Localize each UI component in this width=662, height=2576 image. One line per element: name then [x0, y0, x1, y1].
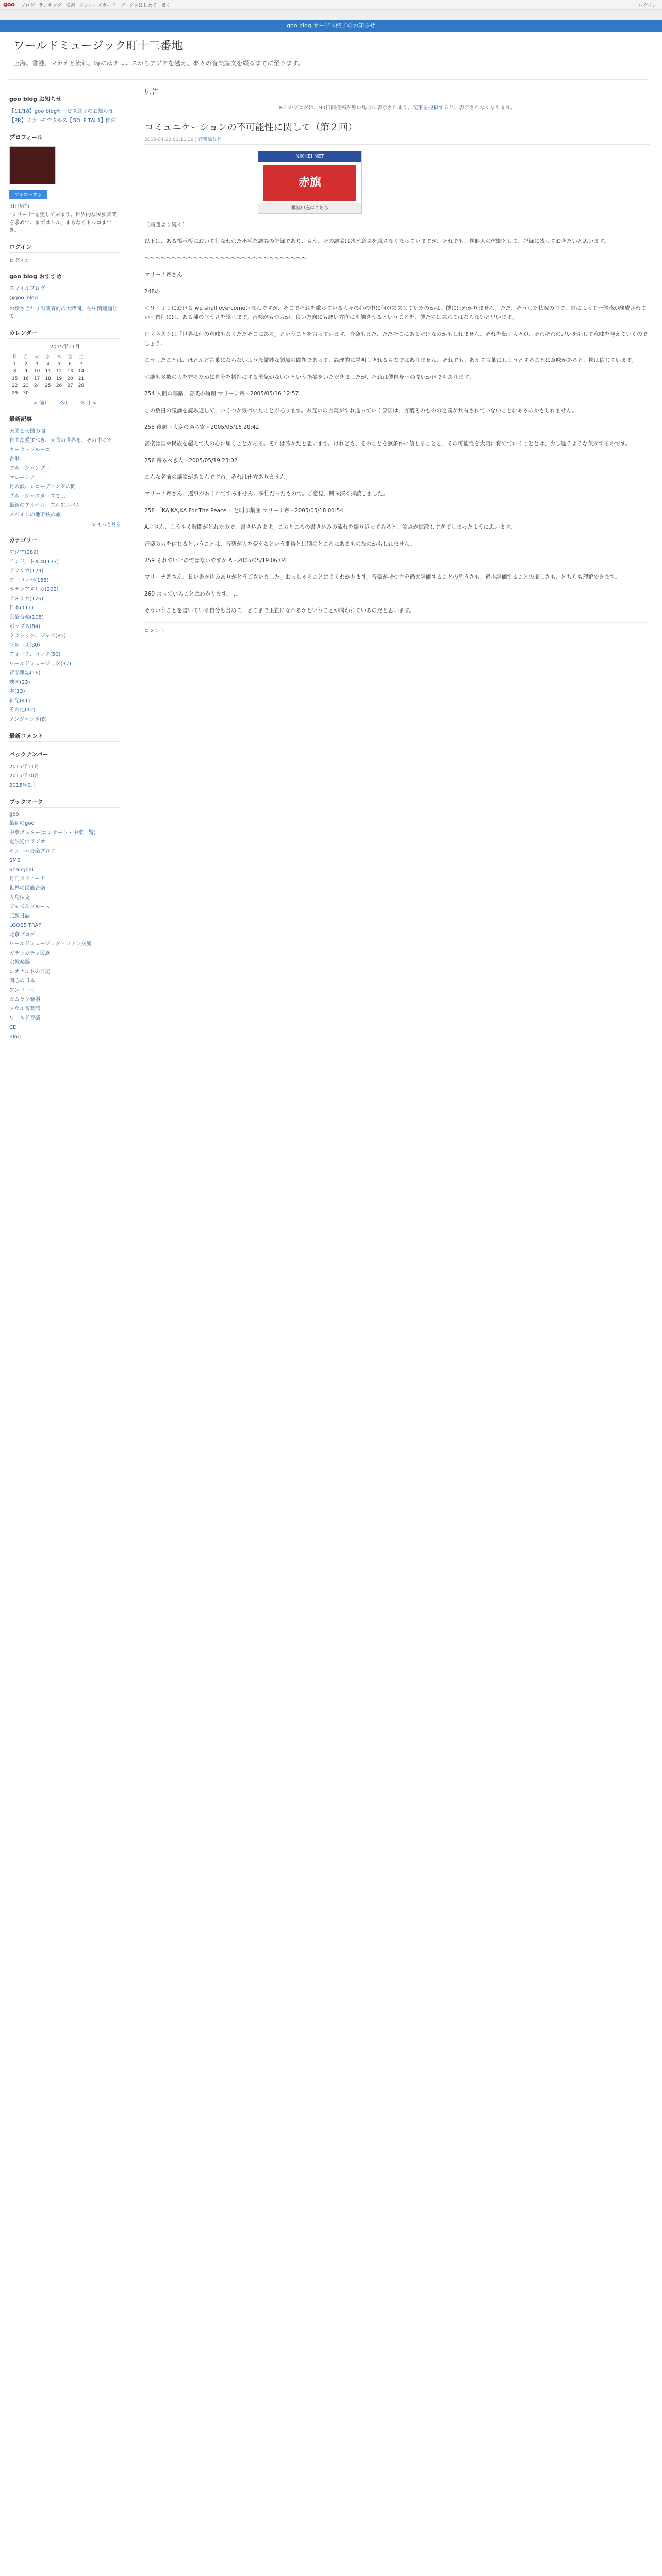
backnumber-link[interactable]: 2015年11月 [9, 764, 40, 770]
recommend-item[interactable] [9, 285, 121, 293]
calendar-date[interactable]: 23 [23, 383, 29, 388]
notice-pre: ※このブログは、90日間投稿が無い場合に表示されます。 [278, 105, 413, 111]
category-item[interactable] [9, 549, 121, 556]
category-item[interactable] [9, 568, 121, 575]
notice-heading: goo blog お知らせ [9, 95, 121, 105]
calendar-date[interactable]: 25 [45, 383, 51, 388]
calendar-date[interactable]: 12 [56, 369, 62, 374]
post-paragraph: こんな名前の議論があるんですね。それは仕方ありません。 [144, 474, 291, 480]
calendar-date [64, 389, 75, 397]
more-link[interactable]: > もっと見る [92, 522, 121, 528]
category-item[interactable] [9, 716, 121, 723]
login-link[interactable]: ログイン [638, 3, 657, 8]
bookmark-link[interactable]: ガチャガチャ民族 [9, 951, 51, 956]
post-paragraph: 256 寄るべき人 - 2005/05/19 23:02 [144, 457, 238, 464]
post-category-link[interactable]: 音楽論など [198, 137, 222, 142]
calendar-title: 2015年11月 [49, 344, 80, 350]
category-item[interactable] [9, 642, 121, 649]
ad-top-text: NIKKEI NET [258, 151, 361, 162]
bookmark-link[interactable]: ワールド音楽 [9, 1015, 40, 1021]
bookmark-link[interactable]: goo [9, 811, 19, 817]
top-navigation-bar [0, 0, 662, 10]
post-paragraph: ロマネスクは「世界は何の意味もなくただそこにある」ということを言っています。音楽もまた、ただそこにあるだけなのかもしれません。それを聴く人々が、それぞれの思いを託して意味を与えていくのでしょう。 [144, 331, 648, 347]
category-item[interactable] [9, 698, 121, 705]
calendar-day-header: 日 [12, 354, 18, 360]
recent-article-item[interactable] [9, 512, 121, 519]
category-item[interactable] [9, 633, 121, 640]
bookmark-item[interactable] [9, 867, 121, 874]
profile-heading: プロフィール [9, 133, 121, 143]
recommend-link[interactable]: スマイルブログ [9, 286, 45, 292]
bookmark-item[interactable] [9, 969, 121, 976]
category-link[interactable]: ポップス(84) [9, 624, 41, 630]
post-paragraph: 259 それでいいのではないですか A - 2005/05/19 06:04 [144, 557, 286, 564]
blog-header [9, 32, 649, 80]
bookmark-item[interactable] [9, 950, 121, 957]
backnumber-item[interactable] [9, 782, 121, 789]
recommend-text[interactable]: お絵さきたり出演者的の大時間、在中関連通じて [9, 306, 118, 319]
bookmark-link[interactable]: 電波通信ラジオ [9, 839, 45, 845]
post-meta: 2005-04-22 01:11:39 | 音楽論など [144, 135, 650, 145]
category-link[interactable]: アジア(289) [9, 550, 39, 555]
bookmark-item[interactable] [9, 996, 121, 1004]
bookmark-link[interactable]: ガムラン楽器 [9, 997, 40, 1003]
bookmark-link[interactable]: ワールドミュージック・ファン交流 [9, 941, 92, 947]
backnumber-heading: バックナンバー [9, 750, 121, 760]
calendar-date [76, 389, 87, 397]
bookmark-link[interactable]: 関心の日本 [9, 978, 35, 984]
top-link[interactable]: メンバーズカード [79, 3, 116, 8]
post-paragraph: 255 後頭下大変の過ち寄 - 2005/05/16 20:42 [144, 423, 259, 430]
top-link[interactable]: ブログ [21, 3, 35, 8]
main-content [144, 87, 650, 637]
category-item[interactable] [9, 670, 121, 677]
recommend-list [9, 285, 121, 302]
recent-article-link[interactable]: マレーシア [9, 475, 35, 481]
calendar-date[interactable]: 30 [23, 391, 29, 396]
bookmark-link[interactable]: CD [9, 1025, 17, 1030]
post-title[interactable]: コミュニケーションの不可能性に関して（第２回） [144, 122, 357, 133]
post-paragraph: ＜９・１１における we shall overcome＞なんですが、そこでそれを歌っている人々の心の中に何が去来していたのかは、僕にはわかりません。ただ、そうした状況の中で、歌によって一体感が醸成されていく過程には、ある種の危うさを感じます。音楽がもつ力が、良い方向にも悪い方向にも働きうるということを、僕たちは忘れてはならないと思います。 [144, 304, 647, 321]
recent-article-link[interactable]: スペインの地下鉄の旅 [9, 512, 61, 518]
category-item[interactable] [9, 707, 121, 714]
bookmark-item[interactable] [9, 1006, 121, 1013]
post-paragraph: そういうことを書いている自分も含めて、どこまで正直になれるかということが問われているのだと思います。 [144, 607, 415, 614]
top-link[interactable]: ランキング [39, 3, 62, 8]
bookmark-link[interactable]: レオナルドの日記 [9, 969, 51, 975]
login-side-link[interactable] [9, 256, 121, 264]
calendar-date[interactable]: 5 [57, 362, 61, 367]
bookmark-link[interactable]: 月刊ラティーナ [9, 876, 45, 882]
calendar-date[interactable]: 14 [78, 369, 85, 374]
bookmark-item[interactable] [9, 941, 121, 948]
recent-article-item[interactable] [9, 502, 121, 510]
top-link[interactable]: 検索 [65, 3, 75, 8]
calendar-date[interactable]: 7 [79, 362, 83, 367]
bookmark-item[interactable] [9, 1033, 121, 1041]
category-link[interactable]: ワールドミュージック(37) [9, 661, 71, 667]
ad-main-text: 赤旗 [263, 165, 356, 201]
sidebar [9, 87, 121, 1043]
notice-post: と、表示されなくなります。 [449, 105, 516, 111]
category-link[interactable]: 民俗音楽(105) [9, 615, 44, 620]
category-link[interactable]: ブルース(80) [9, 642, 40, 648]
bookmark-item[interactable] [9, 959, 121, 967]
calendar-date[interactable]: 28 [78, 383, 85, 388]
bookmark-heading: ブックマーク [9, 798, 121, 808]
calendar-day-header: 水 [45, 354, 51, 360]
recent-article-link[interactable]: ブルーシャンプー [9, 466, 50, 471]
ad-bottom-text: 購読申込はこちら [258, 203, 361, 213]
category-item[interactable] [9, 577, 121, 584]
category-link[interactable]: 雑記(41) [9, 698, 30, 704]
recent-article-item[interactable] [9, 493, 121, 500]
bookmark-item[interactable] [9, 839, 121, 846]
bookmark-link[interactable]: 宗教楽器 [9, 960, 30, 965]
recommend-item[interactable] [9, 295, 121, 302]
bookmark-link[interactable]: LOOSE TRAP [9, 923, 42, 928]
bookmark-item[interactable] [9, 820, 121, 827]
backnumber-link[interactable]: 2015年9月 [9, 783, 36, 788]
post-paragraph: この数日の議論を読み返して、いくつか気づいたことがあります。お互いの言葉がすれ違っていく原因は、言葉そのものの定義が共有されていないことにあるのかもしれません。 [144, 407, 577, 414]
login-anchor[interactable]: ログイン [9, 258, 30, 264]
calendar-date[interactable]: 21 [78, 376, 85, 381]
calendar-date[interactable]: 3 [35, 362, 39, 367]
category-heading: カテゴリー [9, 536, 121, 546]
profile-description: "ミリーナ"を愛して来ます。世界的な民族音楽を求めて、まずはトル、まもなくトルコまでき。 [9, 212, 117, 233]
category-link[interactable]: 日本(111) [9, 605, 34, 611]
category-item[interactable] [9, 586, 121, 594]
category-link[interactable]: アメリカ(176) [9, 596, 44, 602]
bookmark-item[interactable] [9, 931, 121, 939]
calendar-date[interactable]: 11 [45, 369, 51, 374]
category-link[interactable]: 映画(23) [9, 680, 30, 685]
notice-link[interactable]: 【PR】ミラトモでクルス【GOLF TAI 1】開催 [9, 118, 117, 124]
category-link[interactable]: その他(12) [9, 707, 36, 713]
calendar-date[interactable]: 26 [56, 383, 62, 388]
recent-article-item[interactable] [9, 474, 121, 482]
bookmark-list [9, 811, 121, 1041]
bookmark-item[interactable] [9, 922, 121, 929]
category-link[interactable]: フォーク、ロック(50) [9, 652, 61, 657]
bookmark-item[interactable] [9, 829, 121, 837]
bookmark-link[interactable]: ソウル音楽館 [9, 1006, 40, 1012]
recent-heading: 最新記事 [9, 415, 121, 425]
bookmark-item[interactable] [9, 913, 121, 920]
recommend-heading: goo blog おすすめ [9, 272, 121, 282]
recent-article-link[interactable]: 月の涙、レコーディングの間 [9, 484, 76, 490]
category-list [9, 549, 121, 723]
bookmark-item[interactable] [9, 876, 121, 883]
recent-article-item[interactable] [9, 456, 121, 463]
recommend-link[interactable]: @goo_blog [9, 295, 38, 301]
bookmark-link[interactable]: 最初のgoo [9, 821, 35, 826]
backnumber-item[interactable] [9, 773, 121, 780]
bookmark-item[interactable] [9, 1024, 121, 1031]
calendar-day-header: 火 [35, 354, 40, 360]
advertisement-box[interactable] [258, 151, 362, 214]
comment-heading: コメント [144, 622, 650, 634]
recent-article-item[interactable] [9, 484, 121, 491]
bookmark-item[interactable] [9, 904, 121, 911]
calendar-nav[interactable]: < 前月 今月 翌月 > [33, 401, 97, 406]
bookmark-item[interactable] [9, 1015, 121, 1022]
notice-list [9, 108, 121, 125]
bookmark-link[interactable]: アンコール [9, 988, 35, 993]
profile-image[interactable] [9, 146, 56, 184]
category-item[interactable] [9, 596, 121, 603]
recent-article-link[interactable]: ブルーシャスターズで… [9, 494, 65, 499]
bookmark-link[interactable]: 北京ブログ [9, 932, 35, 938]
category-link[interactable]: 本(13) [9, 689, 25, 694]
category-link[interactable]: ラテンアメリカ(202) [9, 587, 59, 592]
category-link[interactable]: ノンジャンル(8) [9, 717, 47, 722]
calendar-table [9, 352, 87, 397]
backnumber-link[interactable]: 2015年10月 [9, 773, 40, 779]
calendar-date[interactable]: 6 [69, 362, 72, 367]
category-link[interactable]: アフリカ(129) [9, 568, 44, 574]
post-body [144, 220, 650, 615]
post-paragraph: 音楽は国や民族を超えて人の心に届くことがある。それは確かだと思います。けれども、そのことを無条件に信じることと、その可能性を大切に育てていくこととは、少し違うような気がするのです。 [144, 440, 631, 447]
bookmark-link[interactable]: SMS [9, 858, 21, 863]
calendar-date[interactable]: 9 [24, 369, 28, 374]
top-link[interactable]: ブログをはじめる [120, 3, 157, 8]
calendar-date[interactable]: 19 [56, 376, 62, 381]
post-paragraph: （前回より続く） [144, 222, 188, 228]
calendar-date[interactable]: 18 [45, 376, 51, 381]
post-paragraph: 以下は、ある掲示板において行なわれた不毛な議論の記録であり、もう、その議論は殆ど意味を成さなくなっていますが、それでも、僕個人の体験として、記録に残しておきたいと思います。 [144, 238, 609, 245]
blog-title[interactable]: ワールドミュージック町十三番地 [13, 40, 183, 53]
calendar-date[interactable]: 16 [23, 376, 29, 381]
calendar-day-header: 月 [23, 354, 28, 360]
calendar-date[interactable]: 27 [67, 383, 73, 388]
calendar-date[interactable]: 20 [67, 376, 73, 381]
notice-link[interactable]: 【11/18】goo blogサービス終了のお知らせ [9, 109, 113, 114]
login-heading: ログイン [9, 243, 121, 253]
post-paragraph: マリーナ寄さん [144, 272, 183, 278]
post-paragraph: 260 言っていることはわかります。 ... [144, 590, 239, 597]
category-item[interactable] [9, 558, 121, 566]
recent-article-link[interactable]: 最新のアルバム、フルアルバム [9, 503, 80, 509]
ad-label: 広告 [144, 88, 159, 96]
bookmark-item[interactable] [9, 987, 121, 994]
bookmark-link[interactable]: 中東ポスター(コンサート・中東一覧) [9, 830, 96, 836]
service-end-banner[interactable]: goo blog サービス終了のお知らせ [0, 20, 662, 32]
calendar-heading: カレンダー [9, 329, 121, 339]
calendar-date[interactable]: 2 [24, 362, 28, 367]
bookmark-link[interactable]: Blog [9, 1034, 21, 1040]
recent-article-link[interactable]: 天国と天国の間 [9, 429, 45, 434]
recent-article-item[interactable] [9, 465, 121, 472]
follow-button[interactable]: フォローする [9, 190, 47, 199]
category-link[interactable]: ヨーロッパ(158) [9, 578, 49, 583]
bookmark-item[interactable] [9, 857, 121, 865]
category-item[interactable] [9, 614, 121, 621]
recent-comment-heading: 最新コメント [9, 732, 121, 742]
post-paragraph: 254 人間の尊厳、音楽の倫理 マリーナ寄 - 2005/05/16 12:57 [144, 391, 299, 397]
bookmark-link[interactable]: Shanghai [9, 867, 34, 873]
notice-item[interactable] [9, 117, 121, 125]
post-paragraph: 音楽の力を信じるということは、音楽が人を変えるという期待とは別のところにあるものなのかもしれません。 [144, 540, 416, 547]
notice-item[interactable] [9, 108, 121, 115]
recent-article-link[interactable]: カーラ・ブルーニ [9, 447, 51, 453]
bookmark-link[interactable]: 三線日誌 [9, 913, 30, 919]
recent-article-item[interactable] [9, 437, 121, 445]
post-paragraph: 258 「KA,KA,KA For The Peace 」と叫ぶ集団 マリーナ寄 - 2005/05/18 01:54 [144, 507, 343, 514]
blog-subtitle: 上海、香港、マカオと流れ、時にはチェニスからアジアを越え、夢々の音楽論文を綴るまでに至ります。 [13, 60, 304, 67]
recent-article-link[interactable]: 自由な愛すべき、天国の世界を、その中にた [9, 438, 112, 444]
bookmark-item[interactable] [9, 978, 121, 985]
recent-article-link[interactable]: 香港 [9, 456, 20, 462]
calendar-date[interactable]: 29 [12, 391, 18, 396]
recent-article-item[interactable] [9, 428, 121, 435]
calendar-date[interactable]: 13 [67, 369, 73, 374]
category-item[interactable] [9, 679, 121, 686]
category-item[interactable] [9, 660, 121, 668]
category-item[interactable] [9, 651, 121, 658]
inactivity-notice [144, 103, 650, 111]
bookmark-item[interactable] [9, 894, 121, 902]
category-item[interactable] [9, 623, 121, 631]
post-date: 2005-04-22 01:11:39 [144, 137, 194, 142]
bookmark-item[interactable] [9, 811, 121, 818]
category-link[interactable]: 音楽雑誌(16) [9, 670, 41, 676]
calendar-day-header: 金 [68, 354, 73, 360]
top-link[interactable]: 書く [161, 3, 171, 8]
post-paragraph: こうしたことは、ほとんど言葉にならないような微妙な領域の問題であって、論理的に説明しきれるものではありません。それでも、あえて言葉にしようとすることに意味があると、僕は信じています。 [144, 357, 637, 364]
calendar-date[interactable]: 15 [12, 376, 18, 381]
calendar-date[interactable]: 22 [12, 383, 18, 388]
bookmark-link[interactable]: 世界の民族音楽 [9, 886, 45, 891]
profile-name[interactable]: 田口敏行 [9, 204, 30, 209]
calendar-date[interactable]: 24 [34, 383, 40, 388]
post-article-link[interactable]: 記事を投稿する [412, 105, 449, 111]
calendar-date[interactable]: 10 [34, 369, 40, 374]
backnumber-list [9, 764, 121, 789]
post-paragraph: マリーナ寄さん、返事がおくれてすみません。多忙だったもので。ご意見、興味深く拝読しました。 [144, 490, 389, 497]
bookmark-link[interactable]: キューバ音楽ブログ [9, 849, 56, 854]
backnumber-item[interactable] [9, 764, 121, 771]
category-item[interactable] [9, 605, 121, 612]
goo-logo[interactable]: goo [3, 1, 15, 8]
calendar-date [54, 389, 64, 397]
bookmark-item[interactable] [9, 885, 121, 892]
calendar-day-header: 土 [78, 354, 84, 360]
category-link[interactable]: インド、トルコ(137) [9, 559, 59, 565]
top-links [21, 2, 175, 8]
calendar-date [42, 389, 53, 397]
bookmark-link[interactable]: ジャズ＆ブルース [9, 904, 50, 910]
calendar-date[interactable]: 4 [46, 362, 49, 367]
category-link[interactable]: クラシック、ジャズ(85) [9, 633, 66, 639]
calendar-date[interactable]: 1 [13, 362, 16, 367]
post-paragraph: ＜誰も多数の人を守るために自分を犠牲にする勇気がない＞という指摘をいただきましたが、それは僕自身への問いかけでもあります。 [144, 374, 474, 380]
recent-list [9, 428, 121, 519]
calendar-date [31, 389, 42, 397]
calendar-date[interactable]: 8 [13, 369, 16, 374]
bookmark-link[interactable]: 大島保克 [9, 895, 30, 901]
calendar-day-header: 木 [57, 354, 62, 360]
post-paragraph: ～～～～～～～～～～～～～～～～～～～～～～～～～～～～～～ [144, 255, 307, 261]
post-paragraph: A之さん、ようやく時間がとれたので、書き込みます。このところの書き込みの流れを振り返ってみると、論点が拡散しすぎてしまったように思います。 [144, 524, 516, 531]
recent-article-item[interactable] [9, 447, 121, 454]
post-paragraph: 248の [144, 288, 160, 295]
bookmark-item[interactable] [9, 848, 121, 855]
calendar-date[interactable]: 17 [34, 376, 40, 381]
category-item[interactable] [9, 688, 121, 696]
post-paragraph: マリーナ寄さん、長い書き込みありがとうございました。おっしゃることはよくわかります。音楽が持つ力を過大評価することの危うさも、過小評価することの虚しさも、どちらも理解できます。 [144, 574, 620, 581]
